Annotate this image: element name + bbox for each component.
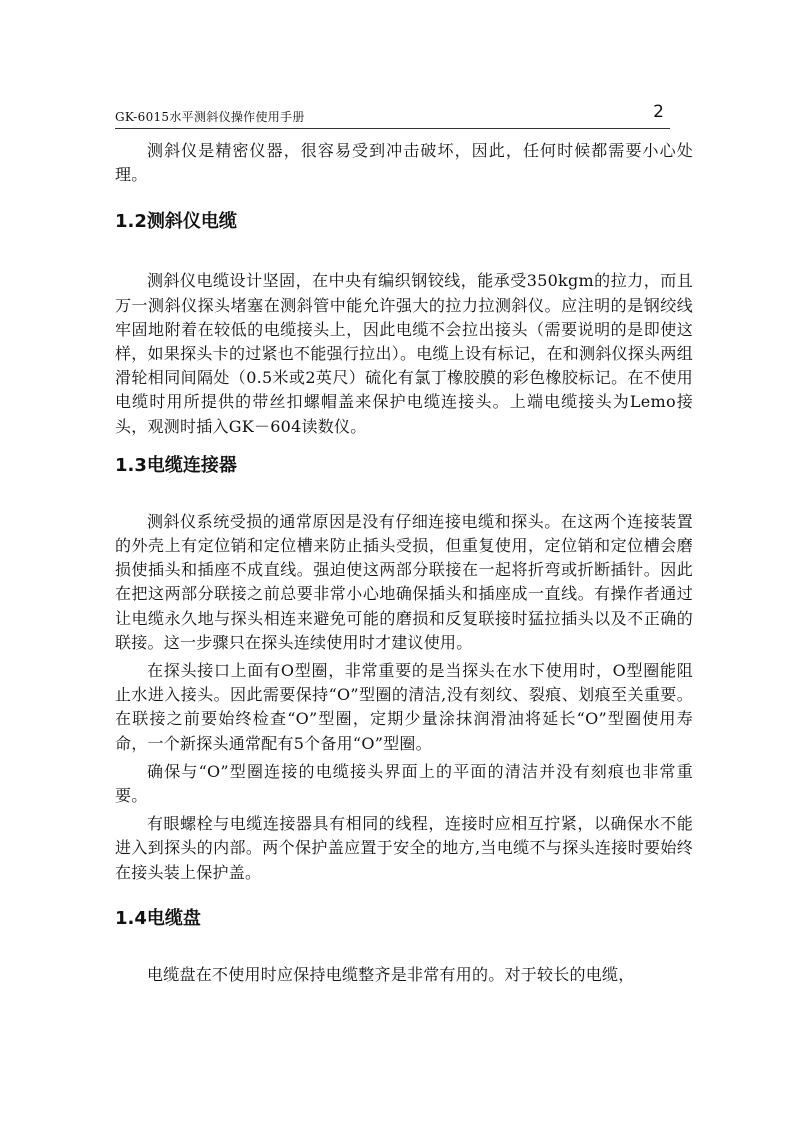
body-paragraph: 测斜仪系统受损的通常原因是没有仔细连接电缆和探头。在这两个连接装置的外壳上有定位销和定位槽来防止插头受损，但重复使用，定位销和定位槽会磨损使插头和插座不成直线。强迫使这两部分联接在一起将折弯或折断插针。因此在把这两部分联接之前总要非常小心地确保插头和插座成一直线。有操作者通过让电缆永久地与探头相连来避免可能的磨损和反复联接时猛拉插头以及不正确的联接。这一步骤只在探头连续使用时才建议使用。	[115, 511, 693, 652]
body-paragraph: 在探头接口上面有O型圈，非常重要的是当探头在水下使用时，O型圈能阻止水进入接头。因此需要保持“O”型圈的清洁,没有刻纹、裂痕、划痕至关重要。在联接之前要始终检查“O”型圈，定期少量涂抹润滑油将延长“O”型圈使用寿命，一个新探头通常配有5个备用“O”型圈。	[115, 661, 693, 753]
body-paragraph: 测斜仪电缆设计坚固，在中央有编织钢铰线，能承受350kgm的拉力，而且万一测斜仪探头堵塞在测斜管中能允许强大的拉力拉测斜仪。应注明的是钢绞线牢固地附着在较低的电缆接头上，因此电缆不会拉出接头（需要说明的是即使这样，如果探头卡的过紧也不能强行拉出）。电缆上设有标记，在和测斜仪探头两组滑轮相同间隔处（0.5米或2英尺）硫化有氯丁橡胶膜的彩色橡胶标记。在不使用电缆时用所提供的带丝扣螺帽盖来保护电缆连接头。上端电缆接头为Lemo接头，观测时插入GK－604读数仪。	[115, 271, 693, 436]
body-paragraph: 确保与“O”型圈连接的电缆接头界面上的平面的清洁并没有刻痕也非常重要。	[115, 761, 693, 806]
section-heading-1-3: 1.3电缆连接器	[115, 454, 237, 476]
section-heading-1-4: 1.4电缆盘	[115, 907, 201, 929]
page-header	[115, 100, 670, 129]
body-paragraph: 有眼螺栓与电缆连接器具有相同的线程，连接时应相互拧紧，以确保水不能进入到探头的内部。两个保护盖应置于安全的地方,当电缆不与探头连接时要始终在接头装上保护盖。	[115, 814, 693, 882]
page-number: 2	[653, 102, 664, 122]
body-paragraph: 电缆盘在不使用时应保持电缆整齐是非常有用的。对于较长的电缆，	[147, 964, 635, 984]
page-body	[115, 133, 693, 987]
section-heading-1-2: 1.2测斜仪电缆	[115, 211, 237, 233]
document-title: GK-6015水平测斜仪操作使用手册	[115, 110, 305, 124]
intro-paragraph: 测斜仪是精密仪器，很容易受到冲击破坏，因此，任何时候都需要小心处理。	[115, 141, 693, 185]
